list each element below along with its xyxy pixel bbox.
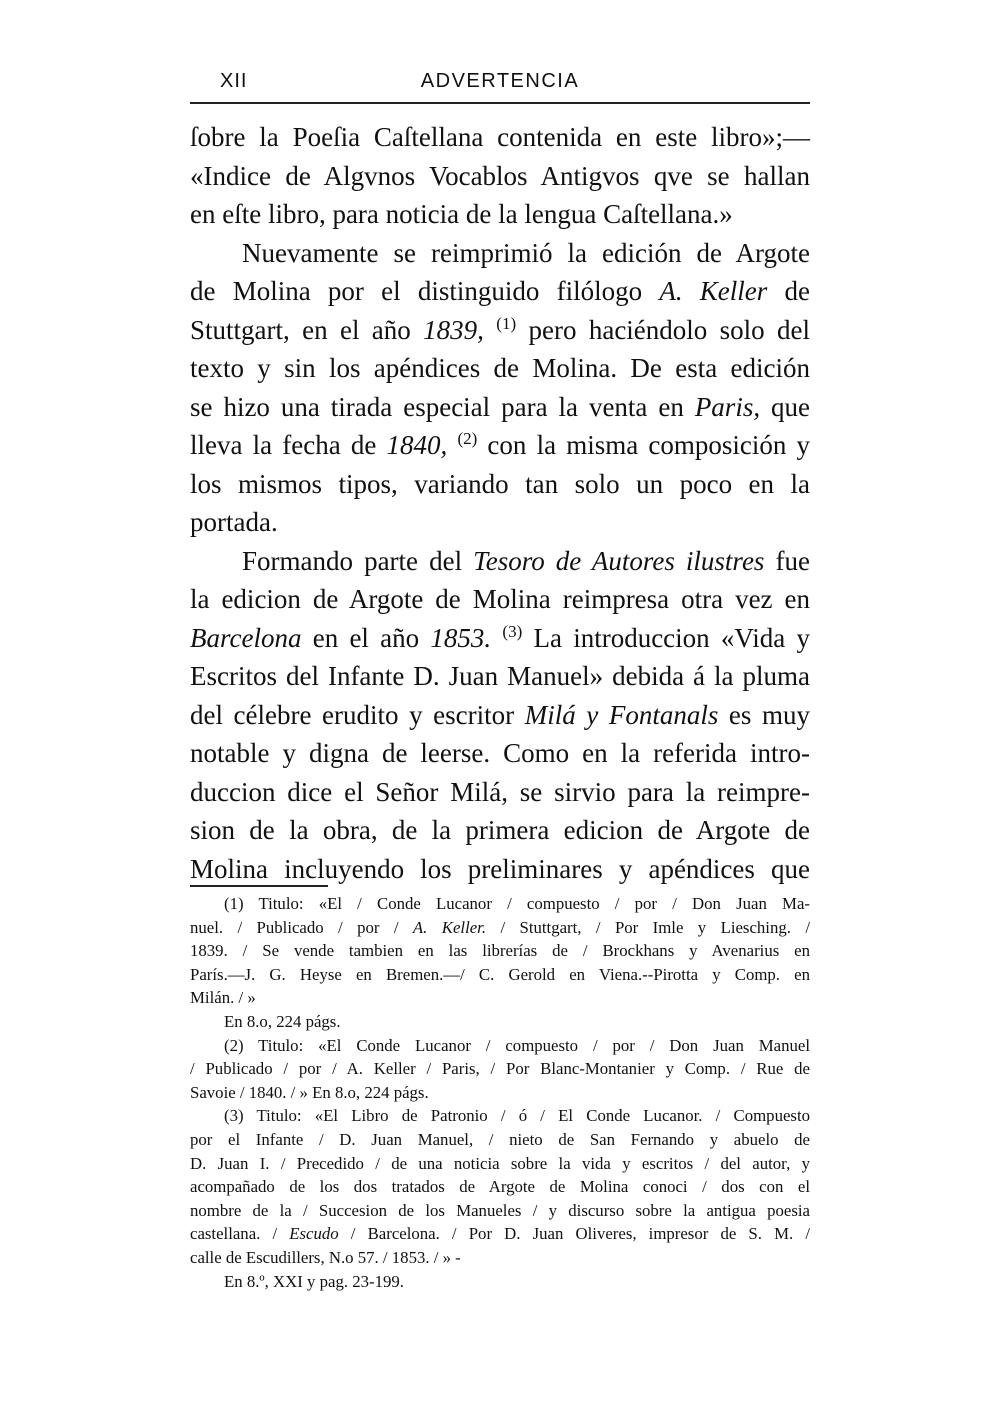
footnote-line: nombre de la / Succesion de los Manueles / y discurso sobre la antigua poesia bbox=[190, 1200, 810, 1220]
footnote-line: París.—J. G. Heyse en Bremen.—/ C. Gerold en Viena.--Pirotta y Comp. en bbox=[190, 964, 810, 984]
footnote-line: calle de Escudillers, N.o 57. / 1853. / » - bbox=[190, 1247, 461, 1267]
footnote-ref-3: (3) bbox=[502, 621, 523, 641]
page-header bbox=[190, 70, 810, 100]
footnote-line: nuel. / Publicado / por / A. Keller. / Stuttgart, / Por Imle y Liesching. / bbox=[190, 917, 810, 937]
footnote-line: 1839. / Se vende tambien en las librerías de / Brockhans y Avenarius en bbox=[190, 941, 810, 961]
paragraph-2 bbox=[190, 234, 810, 542]
footnote-line: acompañado de los dos tratados de Argote de Molina conoci / dos con el bbox=[190, 1177, 810, 1197]
footnote-line: Savoie / 1840. / » En 8.o, 224 págs. bbox=[190, 1082, 429, 1102]
footnote-rule bbox=[190, 885, 328, 887]
text-line: de Molina por el distinguido filólogo A. Keller de bbox=[190, 276, 811, 306]
footnote-line: Milán. / » bbox=[190, 988, 256, 1008]
footnote-line: / Publicado / por / A. Keller / Paris, / Por Blanc-Montanier y Comp. / Rue de bbox=[190, 1059, 810, 1079]
text-line: Nuevamente se reimprimió la edición de Argote bbox=[242, 237, 810, 268]
footnote-line: En 8.º, XXI y pag. 23-199. bbox=[224, 1271, 404, 1291]
text-line: sion de la obra, de la primera edicion de Argote de bbox=[190, 815, 810, 845]
paragraph-1 bbox=[190, 118, 810, 234]
paragraph-3 bbox=[190, 542, 810, 889]
footnote-1 bbox=[190, 892, 810, 1034]
text-line: se hizo una tirada especial para la venta en Paris, que bbox=[190, 391, 811, 422]
page-number: XII bbox=[220, 70, 248, 92]
body-text bbox=[190, 118, 810, 888]
text-line: lleva la fecha de 1840, $^{(2)}$ con la misma composición y bbox=[190, 429, 810, 460]
footnote-line: D. Juan I. / Precedido / de una noticia sobre la vida y escritos / del autor, y bbox=[190, 1153, 810, 1173]
footnote-2 bbox=[190, 1034, 810, 1105]
footnote-line: (2) Titulo: «El Conde Lucanor / compuesto / por / Don Juan Manuel bbox=[224, 1035, 810, 1055]
footnotes bbox=[190, 892, 810, 1293]
text-line: «Indice de Algvnos Vocablos Antigvos qve se hallan bbox=[190, 160, 810, 191]
text-line: Formando parte del Tesoro de Autores ilustres fue bbox=[242, 545, 810, 576]
footnote-line: (3) Titulo: «El Libro de Patronio / ó / El Conde Lucanor. / Compuesto bbox=[224, 1106, 810, 1126]
text-line: del célebre erudito y escritor Milá y Fontanals es muy bbox=[190, 699, 810, 730]
text-line: duccion dice el Señor Milá, se sirvio para la reimpre- bbox=[190, 776, 810, 807]
footnote-ref-2: (2) bbox=[457, 429, 478, 448]
footnote-line: (1) Titulo: «El / Conde Lucanor / compuesto / por / Don Juan Ma- bbox=[224, 894, 810, 913]
text-line: notable y digna de leerse. Como en la referida intro- bbox=[190, 738, 810, 768]
text-line: portada. bbox=[190, 507, 278, 537]
text-line: Escritos del Infante D. Juan Manuel» debida á la pluma bbox=[190, 661, 810, 691]
footnote-line: castellana. / Escudo / Barcelona. / Por D. Juan Oliveres, impresor de S. M. / bbox=[190, 1224, 810, 1244]
text-line: Molina incluyendo los preliminares y apéndices que bbox=[190, 853, 810, 884]
text-line: ſobre la Poeſia Caſtellana contenida en este libro»;— bbox=[190, 122, 810, 152]
text-line: la edicion de Argote de Molina reimpresa otra vez en bbox=[190, 584, 810, 614]
header-rule bbox=[190, 102, 810, 104]
text-line: Barcelona en el año 1853. $^{(3)}$ La introduccion «Vida y bbox=[190, 621, 811, 653]
text-line: texto y sin los apéndices de Molina. De esta edición bbox=[190, 353, 810, 383]
footnote-ref-1: (1) bbox=[496, 313, 517, 333]
footnote-3 bbox=[190, 1104, 810, 1293]
running-title: ADVERTENCIA bbox=[420, 70, 580, 92]
author-keller: A. Keller bbox=[659, 276, 768, 306]
text-line: en eſte libro, para noticia de la lengua Caſtellana.» bbox=[190, 199, 733, 229]
text-line: los mismos tipos, variando tan solo un poco en la bbox=[190, 468, 810, 499]
footnote-line: En 8.o, 224 págs. bbox=[224, 1011, 341, 1031]
footnote-line: por el Infante / D. Juan Manuel, / nieto de San Fernando y abuelo de bbox=[190, 1129, 810, 1149]
text-line: Stuttgart, en el año 1839, $^{(1)}$ pero haciéndolo solo del bbox=[190, 313, 811, 345]
